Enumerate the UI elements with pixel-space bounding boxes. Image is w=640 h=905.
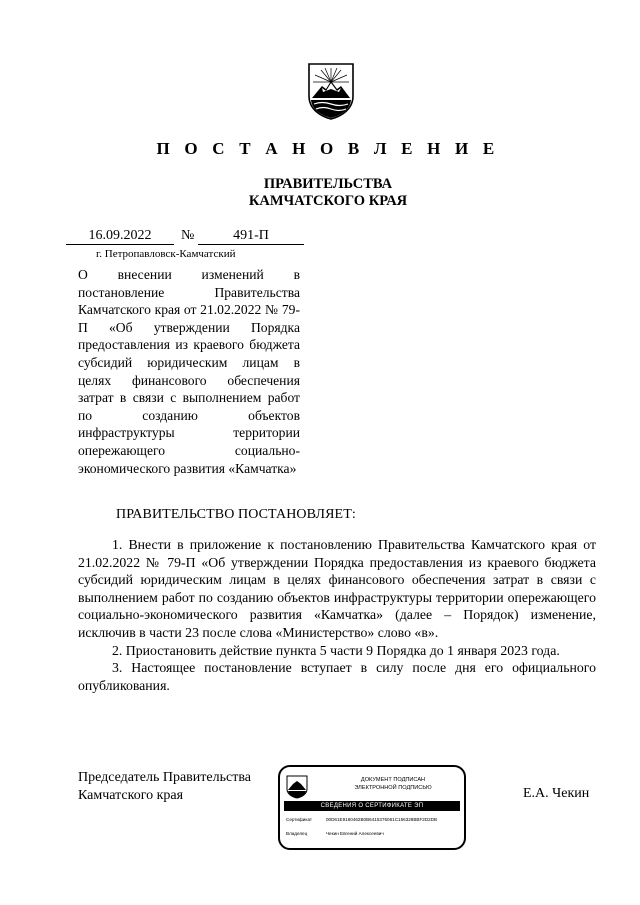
signatory-name: Е.А. Чекин — [523, 786, 590, 801]
issuer-name — [0, 176, 640, 210]
document-date: 16.09.2022 — [66, 228, 174, 245]
owner-label: Владелец — [286, 831, 308, 836]
signatory-title-line-2: Камчатского края — [78, 788, 184, 803]
stamp-heading-line-1: ДОКУМЕНТ ПОДПИСАН — [360, 777, 426, 783]
certificate-value: 00D61E9160462B0B6415376061C156328BBF2D2DB — [326, 817, 438, 822]
issuer-line-2: КАМЧАТСКОГО КРАЯ — [248, 193, 408, 209]
certificate-label: Сертификат — [286, 817, 313, 822]
paragraph-3: 3. Настоящее постановление вступает в силу после дня его официального опубликования. — [78, 660, 596, 693]
owner-value: Чекин Евгений Алексеевич — [326, 831, 384, 836]
stamp-certificate-bar: СВЕДЕНИЯ О СЕРТИФИКАТЕ ЭП — [284, 801, 460, 811]
city: г. Петропавловск-Камчатский — [96, 248, 236, 260]
number-sign: № — [181, 228, 195, 243]
paragraph-2: 2. Приостановить действие пункта 5 части 9 Порядка до 1 января 2023 года. — [112, 642, 560, 658]
document-body — [78, 536, 596, 694]
document-type-title: П О С Т А Н О В Л Е Н И Е — [156, 139, 500, 158]
stamp-emblem-icon — [286, 775, 308, 799]
decree-line: ПРАВИТЕЛЬСТВО ПОСТАНОВЛЯЕТ: — [116, 507, 356, 522]
kamchatka-emblem-icon — [306, 62, 356, 120]
issuer-line-1: ПРАВИТЕЛЬСТВА — [263, 176, 393, 192]
document-number: 491-П — [198, 228, 304, 245]
stamp-heading-line-2: ЭЛЕКТРОННОЙ ПОДПИСЬЮ — [354, 785, 432, 791]
signatory-title-line-1: Председатель Правительства — [78, 770, 251, 785]
electronic-signature-stamp — [278, 765, 466, 850]
signatory-title — [78, 769, 251, 805]
document-subject: О внесении изменений в постановление Правительства Камчатского края от 21.02.2022 № 79-П «Об утверждении Порядка предоставления из краевого бюджета субсидий юридическим лицам в целях финансового обеспечения затрат в связи с выполнением работ по созданию объектов инфраструктуры территории опережающего социально-экономического развития «Камчатка» — [78, 267, 300, 476]
paragraph-1: 1. Внести в приложение к постановлению Правительства Камчатского края от 21.02.2022 № 79-П «Об утверждении Порядка предоставления из краевого бюджета субсидий юридическим лицам в целях финансового обеспечения затрат в связи с выполнением работ по созданию объектов инфраструктуры территории опережающего социально-экономического развития «Камчатка» (далее – Порядок) изменение, исключив в части 23 после слова «Министерство» слово «в». — [78, 537, 596, 640]
stamp-heading — [324, 776, 462, 792]
